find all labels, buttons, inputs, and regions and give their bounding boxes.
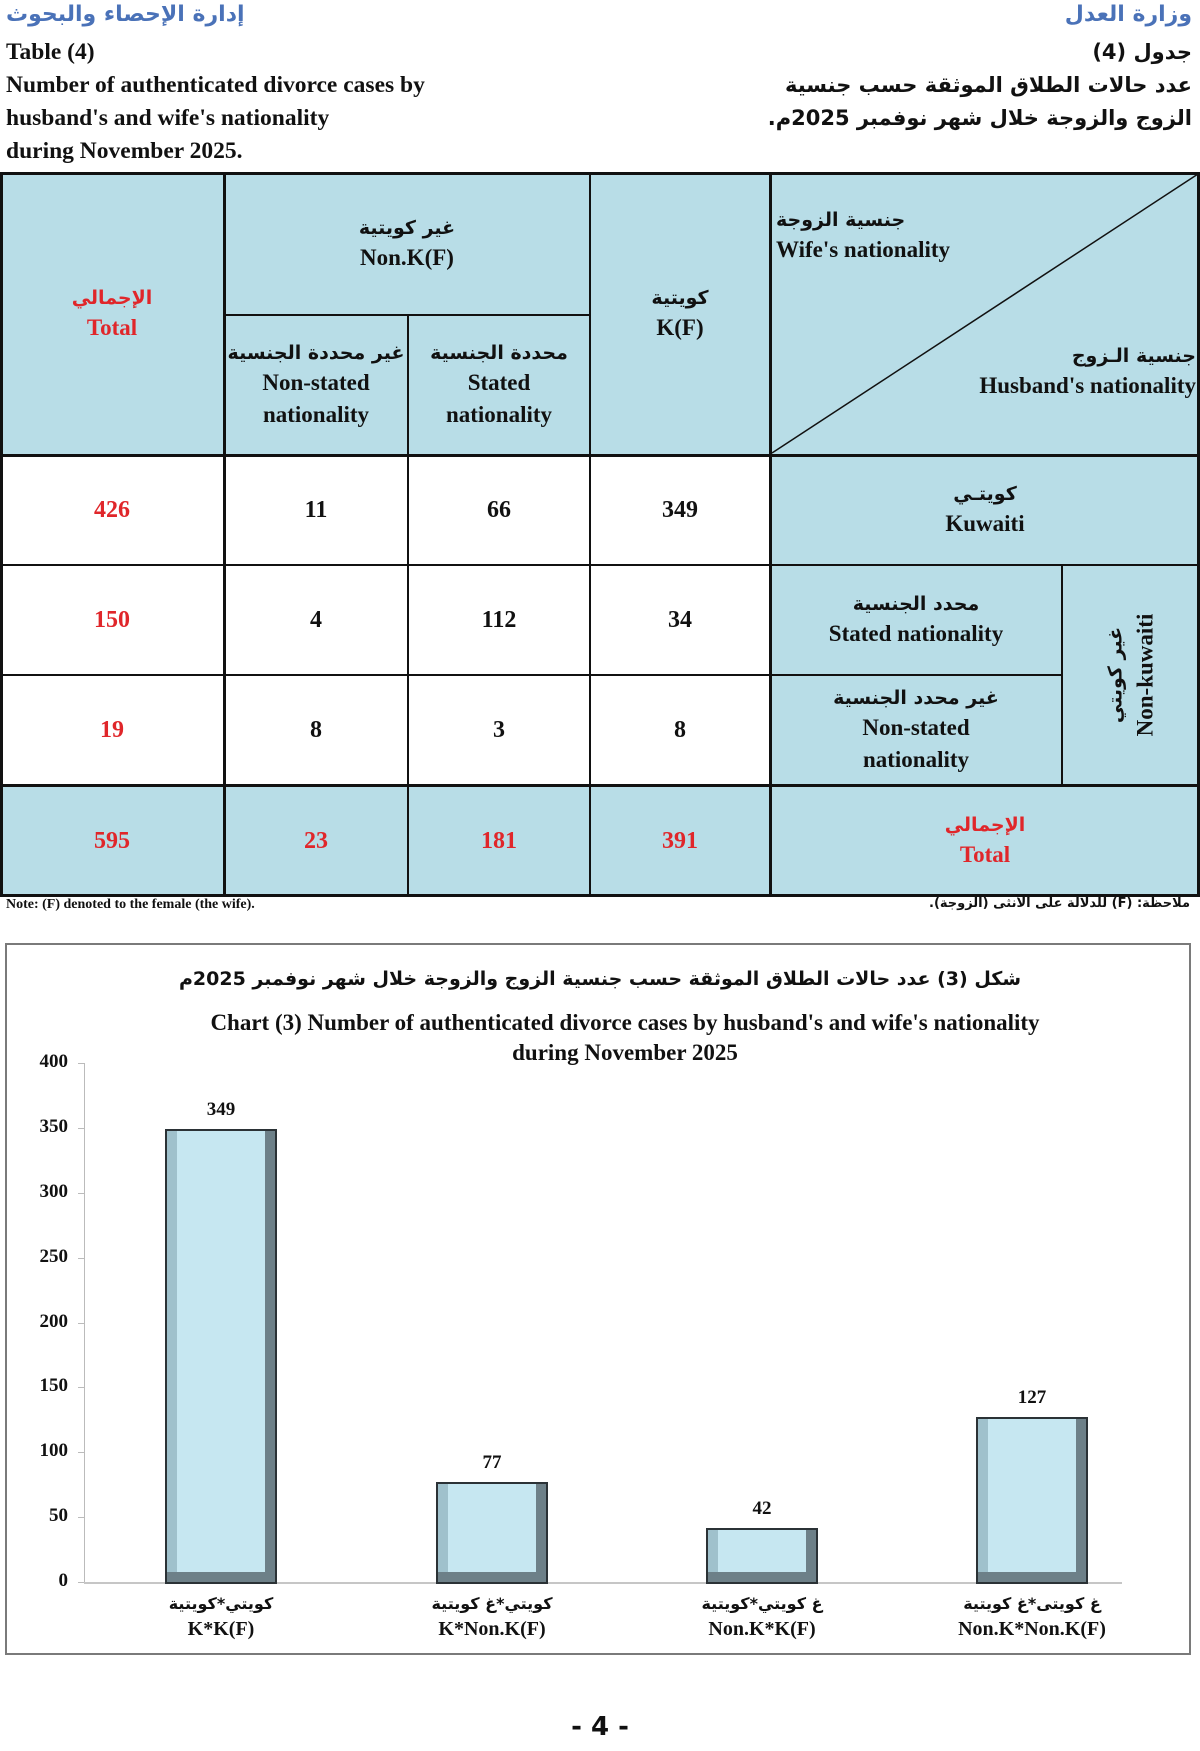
title-en-line: during November 2025. bbox=[6, 138, 243, 164]
corner-wife-label: جنسية الزوجة Wife's nationality bbox=[776, 209, 951, 262]
totals-nonstated: 23 bbox=[224, 785, 408, 897]
title-ar-line: الزوج والزوجة خلال شهر نوفمبر 2025م. bbox=[767, 106, 1192, 130]
x-category-label: كويتي*كويتية K*K(F) bbox=[168, 1594, 274, 1640]
table-rule bbox=[0, 674, 1062, 676]
row-nonstated-total: 19 bbox=[0, 675, 224, 785]
y-tick-mark bbox=[78, 1452, 84, 1453]
header-stated-en-2: nationality bbox=[445, 402, 553, 427]
title-en-line: Number of authenticated divorce cases by bbox=[6, 72, 425, 98]
y-tick-mark bbox=[78, 1387, 84, 1388]
x-category-label: كويتي*غ كويتية K*Non.K(F) bbox=[431, 1594, 553, 1640]
y-tick-mark bbox=[78, 1258, 84, 1259]
header-kuwaiti-ar: كويتية bbox=[651, 286, 709, 309]
row-kuwaiti-nonstated: 11 bbox=[224, 455, 408, 565]
y-tick-label: 100 bbox=[39, 1440, 68, 1462]
y-tick-label: 350 bbox=[39, 1115, 68, 1137]
y-tick-mark bbox=[78, 1517, 84, 1518]
header-stated-ar: محددة الجنسية bbox=[430, 342, 568, 364]
totals-kuwaiti: 391 bbox=[590, 785, 770, 897]
row-label-stated: محدد الجنسية Stated nationality bbox=[770, 565, 1062, 675]
y-tick-label: 50 bbox=[49, 1505, 68, 1527]
header-nonstated-en: Non-stated bbox=[262, 370, 370, 395]
y-axis bbox=[84, 1063, 85, 1583]
header-nonk-ar: غير كويتية bbox=[358, 216, 456, 239]
totals-label: الإجمالي Total bbox=[770, 785, 1200, 897]
y-tick-mark bbox=[78, 1193, 84, 1194]
row-stated-kuwaiti: 34 bbox=[590, 565, 770, 675]
note-ar: ملاحظة: (F) للدلالة على الأنثى (الزوجة). bbox=[929, 896, 1190, 911]
header-total-en: Total bbox=[86, 314, 138, 340]
header-total bbox=[0, 172, 224, 455]
table-rule bbox=[1062, 564, 1200, 566]
row-kuwaiti-stated: 66 bbox=[408, 455, 590, 565]
row-nonstated-stated: 3 bbox=[408, 675, 590, 785]
header-non-kuwaiti-wife bbox=[224, 172, 590, 315]
row-group-non-kuwaiti bbox=[1062, 565, 1200, 785]
table-title-en bbox=[6, 36, 425, 168]
table-rule-totals bbox=[0, 784, 1200, 787]
y-tick-mark bbox=[78, 1323, 84, 1324]
y-tick-label: 400 bbox=[39, 1051, 68, 1072]
table-border-left bbox=[0, 172, 3, 897]
header-nonstated-ar: غير محددة الجنسية bbox=[227, 342, 405, 364]
y-tick-label: 300 bbox=[39, 1180, 68, 1202]
x-category-label: غ كويتي*كويتية Non.K*K(F) bbox=[701, 1594, 823, 1640]
row-label-nonstated: غير محدد الجنسية Non-stated nationality bbox=[770, 675, 1062, 785]
header-kuwaiti-wife bbox=[590, 172, 770, 455]
row-stated-nonstated: 4 bbox=[224, 565, 408, 675]
department-name: إدارة الإحصاء والبحوث bbox=[6, 2, 245, 27]
bar-value-label: 42 bbox=[752, 1497, 772, 1519]
table-col-rule bbox=[407, 315, 409, 897]
title-en-line: Table (4) bbox=[6, 39, 95, 65]
table-col-rule bbox=[223, 172, 226, 897]
header-nonk-en: Non.K(F) bbox=[360, 244, 454, 270]
bar-value-label: 77 bbox=[482, 1452, 502, 1474]
row-nonstated-nonstated: 8 bbox=[224, 675, 408, 785]
note-en: Note: (F) denoted to the female (the wife). bbox=[6, 897, 255, 912]
x-category-label: غ كويتى*غ كويتية Non.K*Non.K(F) bbox=[958, 1594, 1106, 1640]
table-col-rule bbox=[1061, 565, 1063, 785]
bar bbox=[976, 1417, 1088, 1584]
divorce-nationality-table bbox=[0, 172, 1200, 897]
y-tick-label: 250 bbox=[39, 1245, 68, 1267]
title-ar-line: عدد حالات الطلاق الموثقة حسب جنسية bbox=[784, 73, 1192, 97]
row-nonstated-kuwaiti: 8 bbox=[590, 675, 770, 785]
chart-title-ar: شكل (3) عدد حالات الطلاق الموثقة حسب جنسية الزوج والزوجة خلال شهر نوفمبر 2025م bbox=[178, 968, 1022, 990]
chart-title-en: Chart (3) Number of authenticated divorce cases by husband's and wife's nationality during November 2025 bbox=[210, 1010, 1040, 1065]
totals-stated: 181 bbox=[408, 785, 590, 897]
page-number: - 4 - bbox=[571, 1712, 629, 1742]
non-kuwaiti-rotated-label: غير كويتي Non-kuwaiti bbox=[1103, 613, 1157, 737]
y-tick-label: 0 bbox=[58, 1570, 68, 1591]
row-kuwaiti-kuwaiti: 349 bbox=[590, 455, 770, 565]
header-total-ar: الإجمالي bbox=[71, 286, 153, 309]
header-kuwaiti-en: K(F) bbox=[656, 314, 704, 340]
row-stated-stated: 112 bbox=[408, 565, 590, 675]
table-rule-header bbox=[0, 454, 1200, 457]
row-kuwaiti-total: 426 bbox=[0, 455, 224, 565]
corner-husband-label: جنسية الـزوج Husband's nationality bbox=[979, 345, 1196, 398]
table-col-rule bbox=[769, 172, 772, 897]
header-nonstated-en-2: nationality bbox=[262, 402, 370, 427]
row-label-kuwaiti: كويتـي Kuwaiti bbox=[770, 455, 1200, 565]
bar-value-label: 349 bbox=[206, 1099, 236, 1121]
bar-value-label: 127 bbox=[1017, 1387, 1047, 1409]
y-tick-label: 150 bbox=[39, 1375, 68, 1397]
totals-total: 595 bbox=[0, 785, 224, 897]
title-ar-line: جدول (4) bbox=[1092, 40, 1192, 64]
title-en-line: husband's and wife's nationality bbox=[6, 105, 330, 131]
table-col-rule bbox=[589, 172, 591, 897]
bar bbox=[706, 1528, 818, 1584]
ministry-name: وزارة العدل bbox=[1064, 2, 1192, 27]
table-rule bbox=[0, 564, 1062, 566]
header-stated-wife bbox=[408, 315, 590, 455]
y-tick-label: 200 bbox=[39, 1310, 68, 1332]
table-border-top bbox=[0, 172, 1200, 175]
y-tick-mark bbox=[78, 1063, 84, 1064]
y-tick-mark bbox=[78, 1128, 84, 1129]
y-tick-mark bbox=[78, 1582, 84, 1583]
header-stated-en: Stated bbox=[467, 370, 531, 395]
bar bbox=[436, 1482, 548, 1584]
table-title-ar bbox=[768, 36, 1192, 135]
header-corner bbox=[770, 172, 1200, 455]
row-stated-total: 150 bbox=[0, 565, 224, 675]
header-nonstated-wife bbox=[224, 315, 408, 455]
bar bbox=[165, 1129, 277, 1584]
